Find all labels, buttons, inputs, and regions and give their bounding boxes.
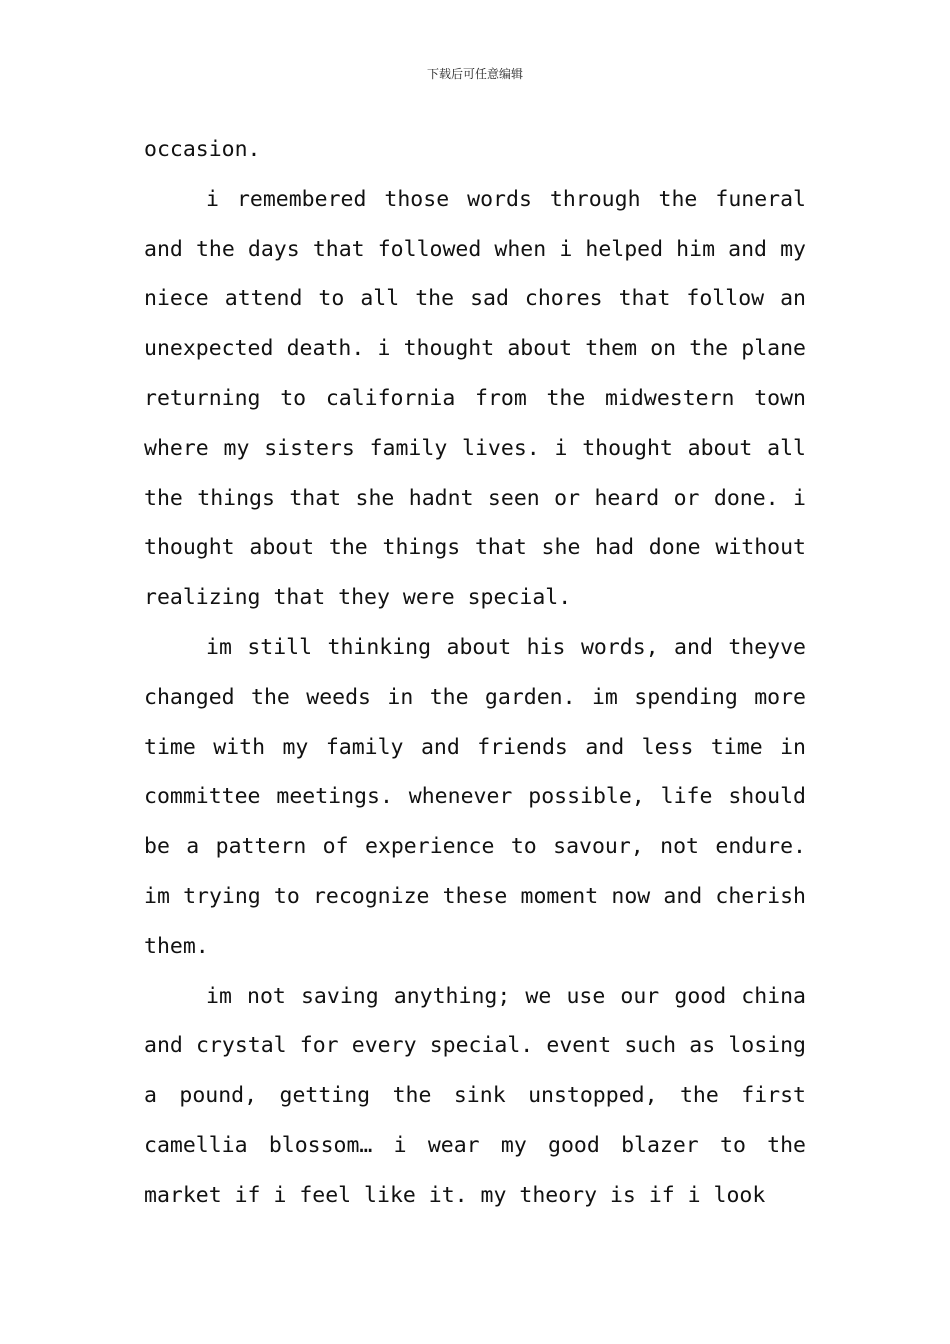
- document-body: [144, 125, 806, 1221]
- paragraph: i remembered those words through the funeral and the days that followed when i helped him and my niece attend to all the sad chores that follow an unexpected death. i thought about them on the plane returning to california from the midwestern town where my sisters family lives. i thought about all the things that she hadnt seen or heard or done. i thought about the things that she had done without realizing that they were special.: [144, 186, 806, 611]
- page-header: 下载后可任意编辑: [426, 67, 523, 81]
- paragraph-continuation: occasion.: [144, 137, 261, 162]
- paragraph: im still thinking about his words, and theyve changed the weeds in the garden. im spending more time with my family and friends and less time in committee meetings. whenever possible, life should be a pattern of experience to savour, not endure. im trying to recognize these moment now and cherish them.: [144, 634, 806, 959]
- paragraph: im not saving anything; we use our good china and crystal for every special. event such as losing a pound, getting the sink unstopped, the first camellia blossom… i wear my good blazer to the market if i feel like it. my theory is if i look: [144, 983, 806, 1208]
